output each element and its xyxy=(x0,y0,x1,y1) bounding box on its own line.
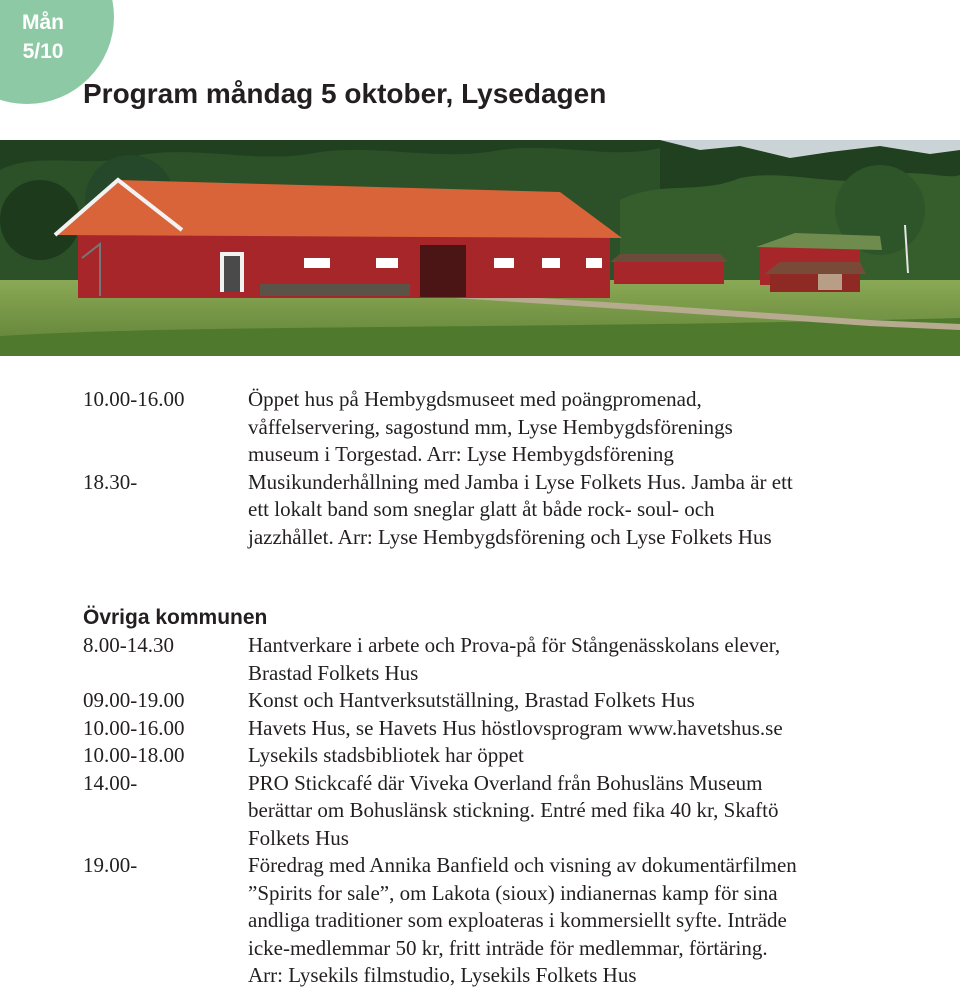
event-time: 09.00-19.00 xyxy=(83,688,185,712)
event-description xyxy=(248,715,943,743)
event-time: 19.00- xyxy=(83,853,138,877)
event-description xyxy=(248,386,943,469)
event-line: PRO Stickcafé där Viveka Overland från Bohusläns Museum xyxy=(248,770,763,795)
badge-date: 5/10 xyxy=(22,40,64,63)
event-row xyxy=(83,632,943,687)
event-line: våffelservering, sagostund mm, Lyse Hembygdsförenings xyxy=(248,414,733,439)
event-line: Folkets Hus xyxy=(248,825,349,850)
other-municipality-schedule xyxy=(83,604,943,990)
event-description xyxy=(248,469,943,552)
event-time: 10.00-16.00 xyxy=(83,715,185,740)
event-line: Föredrag med Annika Banfield och visning av dokumentärfilmen xyxy=(248,853,797,877)
event-line: Lysekils stadsbibliotek har öppet xyxy=(248,743,524,767)
event-row xyxy=(83,852,943,990)
event-line: Havets Hus, se Havets Hus höstlovsprogram www.havetshus.se xyxy=(248,715,783,740)
section-heading: Övriga kommunen xyxy=(83,606,268,629)
event-row xyxy=(83,742,943,770)
event-row xyxy=(83,386,943,469)
event-description xyxy=(248,632,943,687)
page-title: Program måndag 5 oktober, Lysedagen xyxy=(83,78,607,109)
event-time: 10.00-16.00 xyxy=(83,387,185,411)
event-time: 14.00- xyxy=(83,770,138,795)
homestead-museum-photo xyxy=(0,140,960,356)
event-line: icke-medlemmar 50 kr, fritt inträde för medlemmar, förtäring. xyxy=(248,935,768,960)
event-line: museum i Torgestad. Arr: Lyse Hembygdsförening xyxy=(248,442,674,466)
event-line: Musikunderhållning med Jamba i Lyse Folkets Hus. Jamba är ett xyxy=(248,469,793,494)
event-description xyxy=(248,687,943,715)
event-line: Brastad Folkets Hus xyxy=(248,660,419,685)
event-row xyxy=(83,469,943,552)
event-line: Arr: Lysekils filmstudio, Lysekils Folkets Hus xyxy=(248,963,637,987)
event-line: berättar om Bohuslänsk stickning. Entré med fika 40 kr, Skaftö xyxy=(248,798,779,822)
event-row xyxy=(83,687,943,715)
event-line: Konst och Hantverksutställning, Brastad Folkets Hus xyxy=(248,688,695,712)
event-line: Öppet hus på Hembygdsmuseet med poängpromenad, xyxy=(248,387,702,411)
event-description xyxy=(248,852,943,990)
event-description xyxy=(248,770,943,853)
badge-day: Mån xyxy=(22,11,64,34)
event-description xyxy=(248,742,943,770)
event-line: andliga traditioner som exploateras i kommersiellt syfte. Inträde xyxy=(248,908,787,932)
event-line: Hantverkare i arbete och Prova-på för Stångenässkolans elever, xyxy=(248,633,781,657)
date-badge-text xyxy=(0,8,86,66)
event-line: ett lokalt band som sneglar glatt åt både rock- soul- och xyxy=(248,497,715,521)
event-line: jazzhållet. Arr: Lyse Hembygdsförening och Lyse Folkets Hus xyxy=(248,524,772,549)
event-time: 18.30- xyxy=(83,469,138,494)
event-time: 10.00-18.00 xyxy=(83,743,185,767)
main-schedule xyxy=(83,386,943,551)
event-row xyxy=(83,715,943,743)
event-row xyxy=(83,770,943,853)
event-line: ”Spirits for sale”, om Lakota (sioux) indianernas kamp för sina xyxy=(248,880,778,905)
event-time: 8.00-14.30 xyxy=(83,633,174,657)
